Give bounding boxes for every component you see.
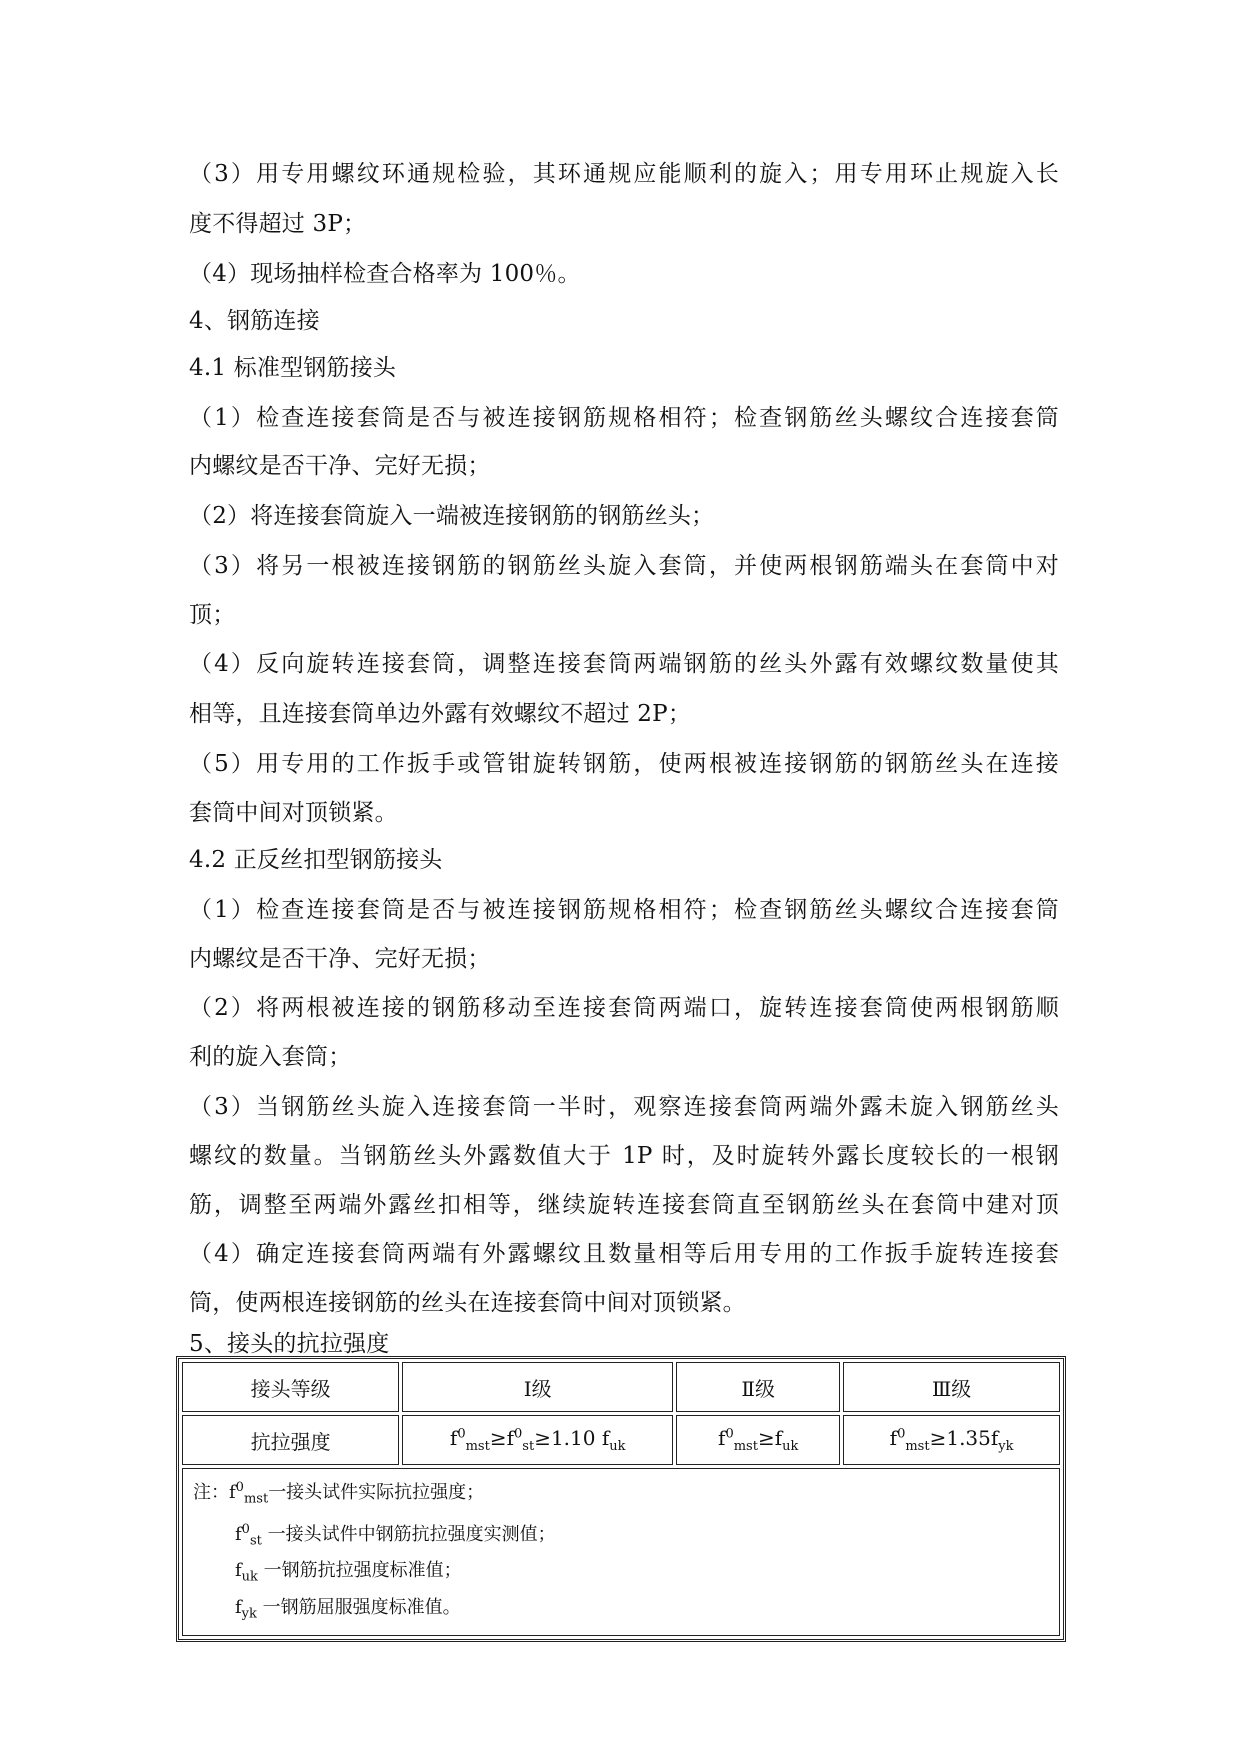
paragraph-line: （3）当钢筋丝头旋入连接套筒一半时，观察连接套筒两端外露未旋入钢筋丝头 — [189, 1094, 1059, 1120]
note-line: $f^0_{st}$ 一接头试件中钢筋抗拉强度实测值； — [235, 1521, 556, 1549]
paragraph-line: 螺纹的数量。当钢筋丝头外露数值大于 1P 时，及时旋转外露长度较长的一根钢 — [189, 1143, 1059, 1169]
paragraph-line: （4）确定连接套筒两端有外露螺纹且数量相等后用专用的工作扳手旋转连接套 — [189, 1241, 1059, 1267]
paragraph-line: （3）将另一根被连接钢筋的钢筋丝头旋入套筒，并使两根钢筋端头在套筒中对 — [189, 553, 1059, 579]
paragraph-line: 内螺纹是否干净、完好无损； — [189, 946, 491, 972]
paragraph-line: （1）检查连接套筒是否与被连接钢筋规格相符；检查钢筋丝头螺纹合连接套筒 — [189, 897, 1059, 923]
paragraph-line: 顶； — [189, 602, 236, 628]
paragraph-line: （2）将两根被连接的钢筋移动至连接套筒两端口，旋转连接套筒使两根钢筋顺 — [189, 995, 1059, 1021]
paragraph-line: （4）反向旋转连接套筒，调整连接套筒两端钢筋的丝头外露有效螺纹数量使其 — [189, 651, 1059, 677]
paragraph-line: （4）现场抽样检查合格率为 100％。 — [189, 261, 581, 287]
paragraph-line: （5）用专用的工作扳手或管钳旋转钢筋，使两根被连接钢筋的钢筋丝头在连接 — [189, 751, 1059, 777]
table-note-cell — [182, 1468, 1060, 1636]
note-line: $f_{yk}$ 一钢筋屈服强度标准值。 — [235, 1596, 461, 1622]
grade-iii-formula-cell: $f^0_{mst}\ge 1.35f_{yk}$ — [843, 1415, 1060, 1465]
grade-ii-formula-cell: $f^0_{mst}\ge f_{uk}$ — [676, 1415, 840, 1465]
paragraph-line: （3）用专用螺纹环通规检验，其环通规应能顺利的旋入；用专用环止规旋入长 — [189, 161, 1059, 187]
paragraph-line: （1）检查连接套筒是否与被连接钢筋规格相符；检查钢筋丝头螺纹合连接套筒 — [189, 405, 1059, 431]
subsection-heading: 4.2 正反丝扣型钢筋接头 — [189, 847, 443, 873]
table-header-cell: Ⅲ级 — [843, 1362, 1060, 1412]
table-header-cell: Ⅱ级 — [676, 1362, 840, 1412]
subsection-heading: 4.1 标准型钢筋接头 — [189, 355, 397, 381]
paragraph-line: 内螺纹是否干净、完好无损； — [189, 453, 491, 479]
grade-i-formula-cell: $f^0_{mst}\ge f^0_{st}\ge 1.10$ $f_{uk}$ — [402, 1415, 673, 1465]
paragraph-line: （2）将连接套筒旋入一端被连接钢筋的钢筋丝头； — [189, 503, 715, 529]
table-header-row — [182, 1362, 1060, 1412]
paragraph-line: 相等，且连接套筒单边外露有效螺纹不超过 2P； — [189, 701, 692, 727]
note-line: 注：$f^0_{mst}$一接头试件实际抗拉强度； — [193, 1480, 485, 1507]
tensile-strength-table — [176, 1356, 1066, 1642]
table-header-cell: Ⅰ级 — [402, 1362, 673, 1412]
note-line: $f_{uk}$ 一钢筋抗拉强度标准值； — [235, 1560, 462, 1585]
paragraph-line: 度不得超过 3P； — [189, 211, 367, 237]
section-heading: 5、接头的抗拉强度 — [189, 1331, 390, 1357]
section-heading: 4、钢筋连接 — [189, 308, 320, 334]
table-row — [182, 1415, 1060, 1465]
row-label-cell: 抗拉强度 — [182, 1415, 399, 1465]
table-note-row — [182, 1468, 1060, 1636]
paragraph-line: 套筒中间对顶锁紧。 — [189, 800, 398, 826]
table-header-cell: 接头等级 — [182, 1362, 399, 1412]
paragraph-line: 利的旋入套筒； — [189, 1044, 352, 1070]
paragraph-line: 筋，调整至两端外露丝扣相等，继续旋转连接套筒直至钢筋丝头在套筒中建对顶 — [189, 1192, 1059, 1218]
paragraph-line: 筒，使两根连接钢筋的丝头在连接套筒中间对顶锁紧。 — [189, 1290, 746, 1316]
